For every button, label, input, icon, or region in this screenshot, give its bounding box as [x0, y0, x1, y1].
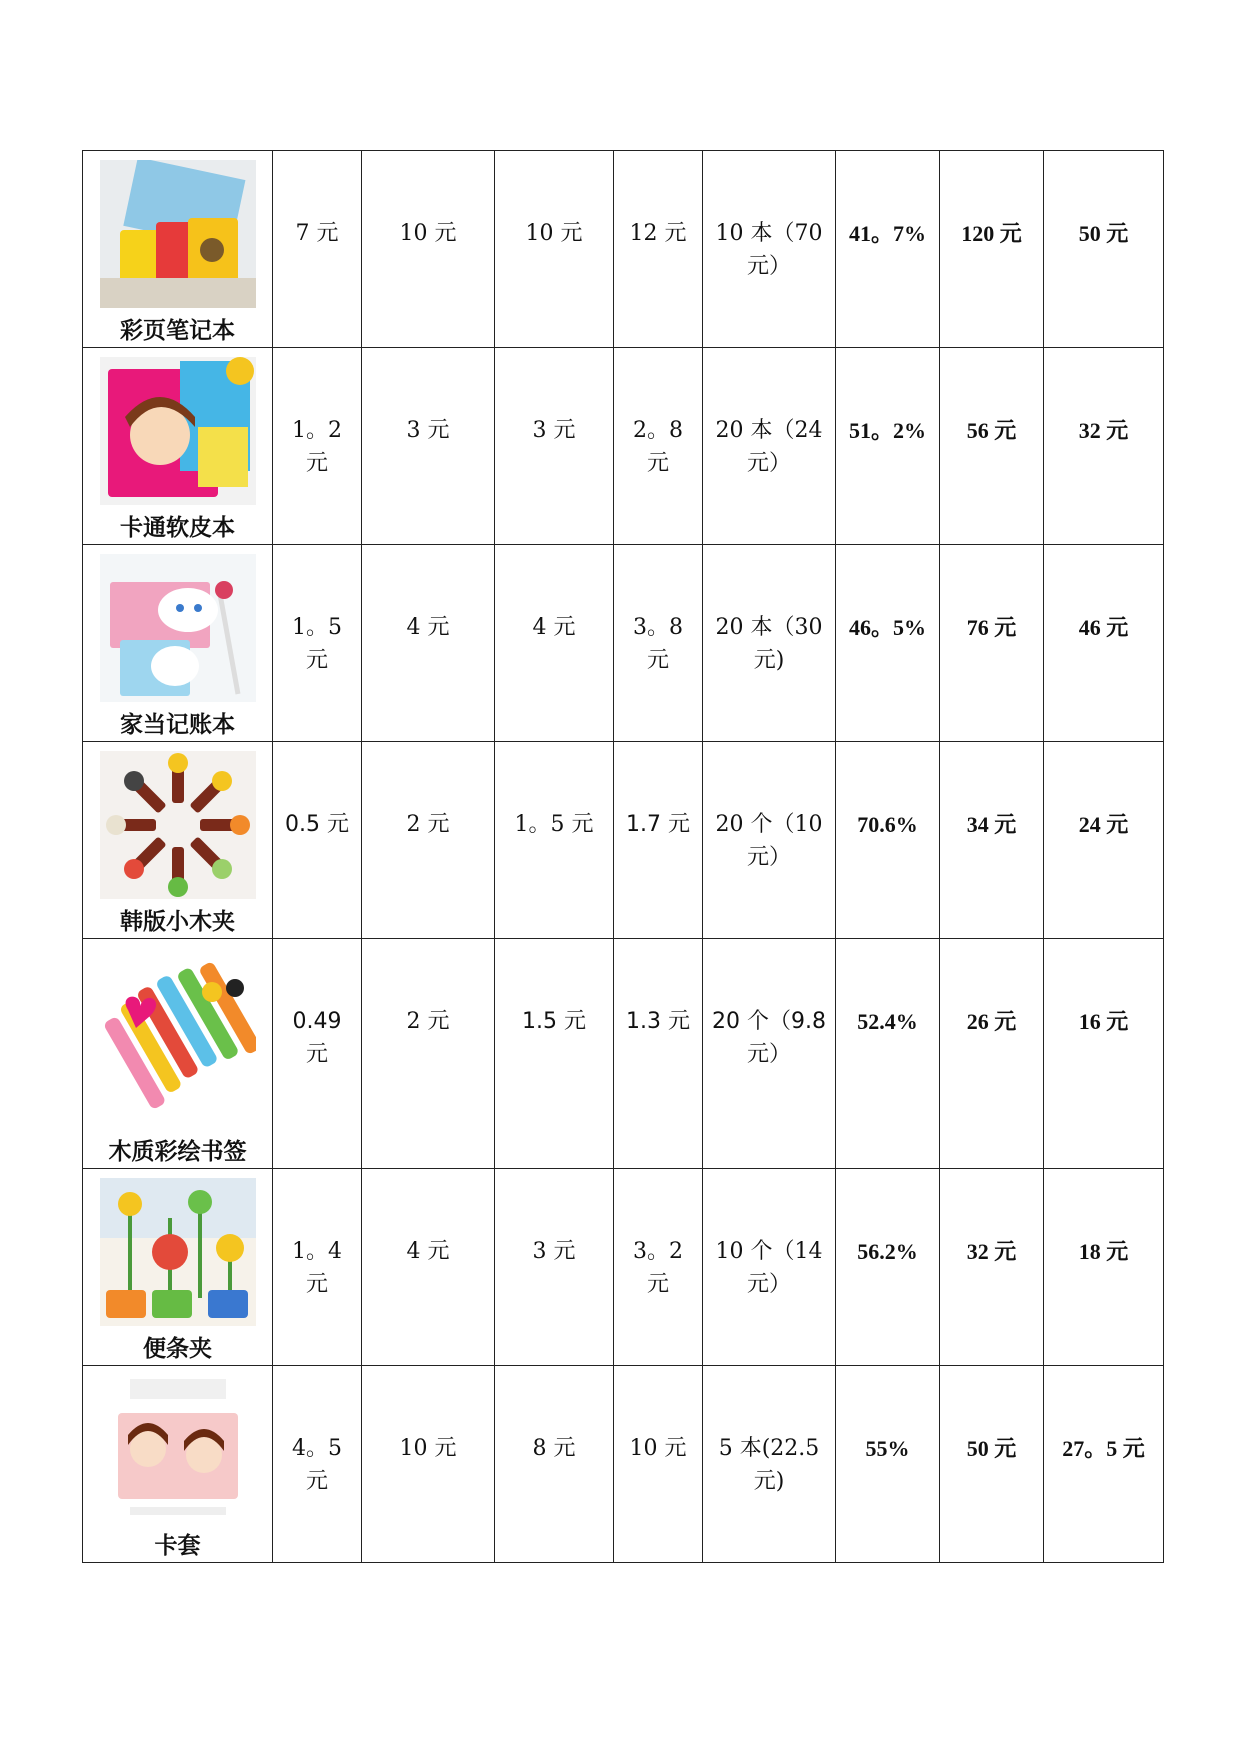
product-cell — [83, 1169, 273, 1366]
cell-price-b: 1.5 元 — [522, 1009, 586, 1034]
cell-profit: 18 元 — [1078, 1239, 1129, 1264]
cell-margin: 46。5% — [848, 615, 926, 640]
cell-price-b: 1。5 元 — [514, 812, 594, 837]
cell-price-a: 10 元 — [399, 221, 457, 246]
cell-price-a: 4 元 — [406, 615, 450, 640]
cell-cost: 0.49 元 — [292, 1009, 342, 1067]
cell-price-c: 1.7 元 — [626, 812, 690, 837]
cell-revenue: 56 元 — [966, 418, 1017, 443]
product-name: 卡通软皮本 — [120, 515, 235, 541]
cell-profit: 50 元 — [1078, 221, 1129, 246]
cell-quantity: 10 本（70 元） — [715, 221, 823, 279]
cell-revenue: 76 元 — [966, 615, 1017, 640]
product-price-table — [82, 150, 1164, 1563]
product-photo-memo-clips — [100, 1178, 256, 1326]
product-cell — [83, 939, 273, 1169]
cell-quantity: 20 本（30 元) — [715, 615, 823, 673]
product-name: 家当记账本 — [120, 712, 235, 738]
table-row — [83, 1169, 1164, 1366]
cell-revenue: 26 元 — [966, 1009, 1017, 1034]
product-cell — [83, 151, 273, 348]
cell-price-b: 8 元 — [532, 1436, 576, 1461]
cell-revenue: 32 元 — [966, 1239, 1017, 1264]
cell-profit: 27。5 元 — [1062, 1436, 1145, 1461]
table-row — [83, 939, 1164, 1169]
cell-price-c: 12 元 — [629, 221, 687, 246]
cell-quantity: 20 本（24 元） — [715, 418, 823, 476]
cell-price-c: 3。8 元 — [633, 615, 683, 673]
cell-margin: 41。7% — [848, 221, 926, 246]
product-name: 卡套 — [154, 1533, 201, 1559]
cell-price-b: 10 元 — [525, 221, 583, 246]
cell-price-b: 4 元 — [532, 615, 576, 640]
product-cell — [83, 348, 273, 545]
cell-revenue: 120 元 — [961, 221, 1022, 246]
product-cell — [83, 1366, 273, 1563]
product-photo-cartoon-book — [100, 357, 256, 505]
cell-profit: 46 元 — [1078, 615, 1129, 640]
table-row — [83, 1366, 1164, 1563]
cell-profit: 16 元 — [1078, 1009, 1129, 1034]
cell-quantity: 20 个（9.8 元） — [712, 1009, 826, 1067]
cell-price-c: 2。8 元 — [633, 418, 683, 476]
cell-price-a: 2 元 — [406, 812, 450, 837]
cell-price-b: 3 元 — [532, 418, 576, 443]
cell-margin: 55% — [865, 1436, 910, 1461]
cell-price-a: 10 元 — [399, 1436, 457, 1461]
cell-cost: 4。5 元 — [292, 1436, 342, 1494]
product-name: 彩页笔记本 — [120, 318, 235, 344]
product-photo-account-book — [100, 554, 256, 702]
product-name: 韩版小木夹 — [120, 909, 235, 935]
product-name: 便条夹 — [143, 1336, 212, 1362]
cell-cost: 1。4 元 — [292, 1239, 342, 1297]
cell-price-b: 3 元 — [532, 1239, 576, 1264]
cell-cost: 0.5 元 — [285, 812, 349, 837]
cell-revenue: 50 元 — [966, 1436, 1017, 1461]
product-photo-card-case — [100, 1375, 256, 1523]
product-photo-notebook — [100, 160, 256, 308]
cell-cost: 1。2 元 — [292, 418, 342, 476]
table-row — [83, 151, 1164, 348]
cell-margin: 52.4% — [857, 1009, 918, 1034]
table-row — [83, 348, 1164, 545]
cell-profit: 24 元 — [1078, 812, 1129, 837]
cell-quantity: 10 个（14 元） — [715, 1239, 823, 1297]
cell-revenue: 34 元 — [966, 812, 1017, 837]
table-row — [83, 742, 1164, 939]
cell-price-a: 4 元 — [406, 1239, 450, 1264]
cell-price-c: 3。2 元 — [633, 1239, 683, 1297]
table-row — [83, 545, 1164, 742]
product-cell — [83, 545, 273, 742]
cell-price-a: 3 元 — [406, 418, 450, 443]
product-photo-bookmarks — [100, 948, 256, 1116]
cell-profit: 32 元 — [1078, 418, 1129, 443]
cell-margin: 70.6% — [857, 812, 918, 837]
cell-price-c: 1.3 元 — [626, 1009, 690, 1034]
product-name: 木质彩绘书签 — [108, 1139, 247, 1165]
product-cell — [83, 742, 273, 939]
cell-margin: 51。2% — [848, 418, 926, 443]
cell-margin: 56.2% — [857, 1239, 918, 1264]
product-photo-wooden-clips — [100, 751, 256, 899]
cell-price-a: 2 元 — [406, 1009, 450, 1034]
cell-quantity: 20 个（10 元） — [715, 812, 823, 870]
cell-cost: 7 元 — [295, 221, 339, 246]
cell-cost: 1。5 元 — [292, 615, 342, 673]
cell-quantity: 5 本(22.5 元) — [718, 1436, 820, 1494]
cell-price-c: 10 元 — [629, 1436, 687, 1461]
